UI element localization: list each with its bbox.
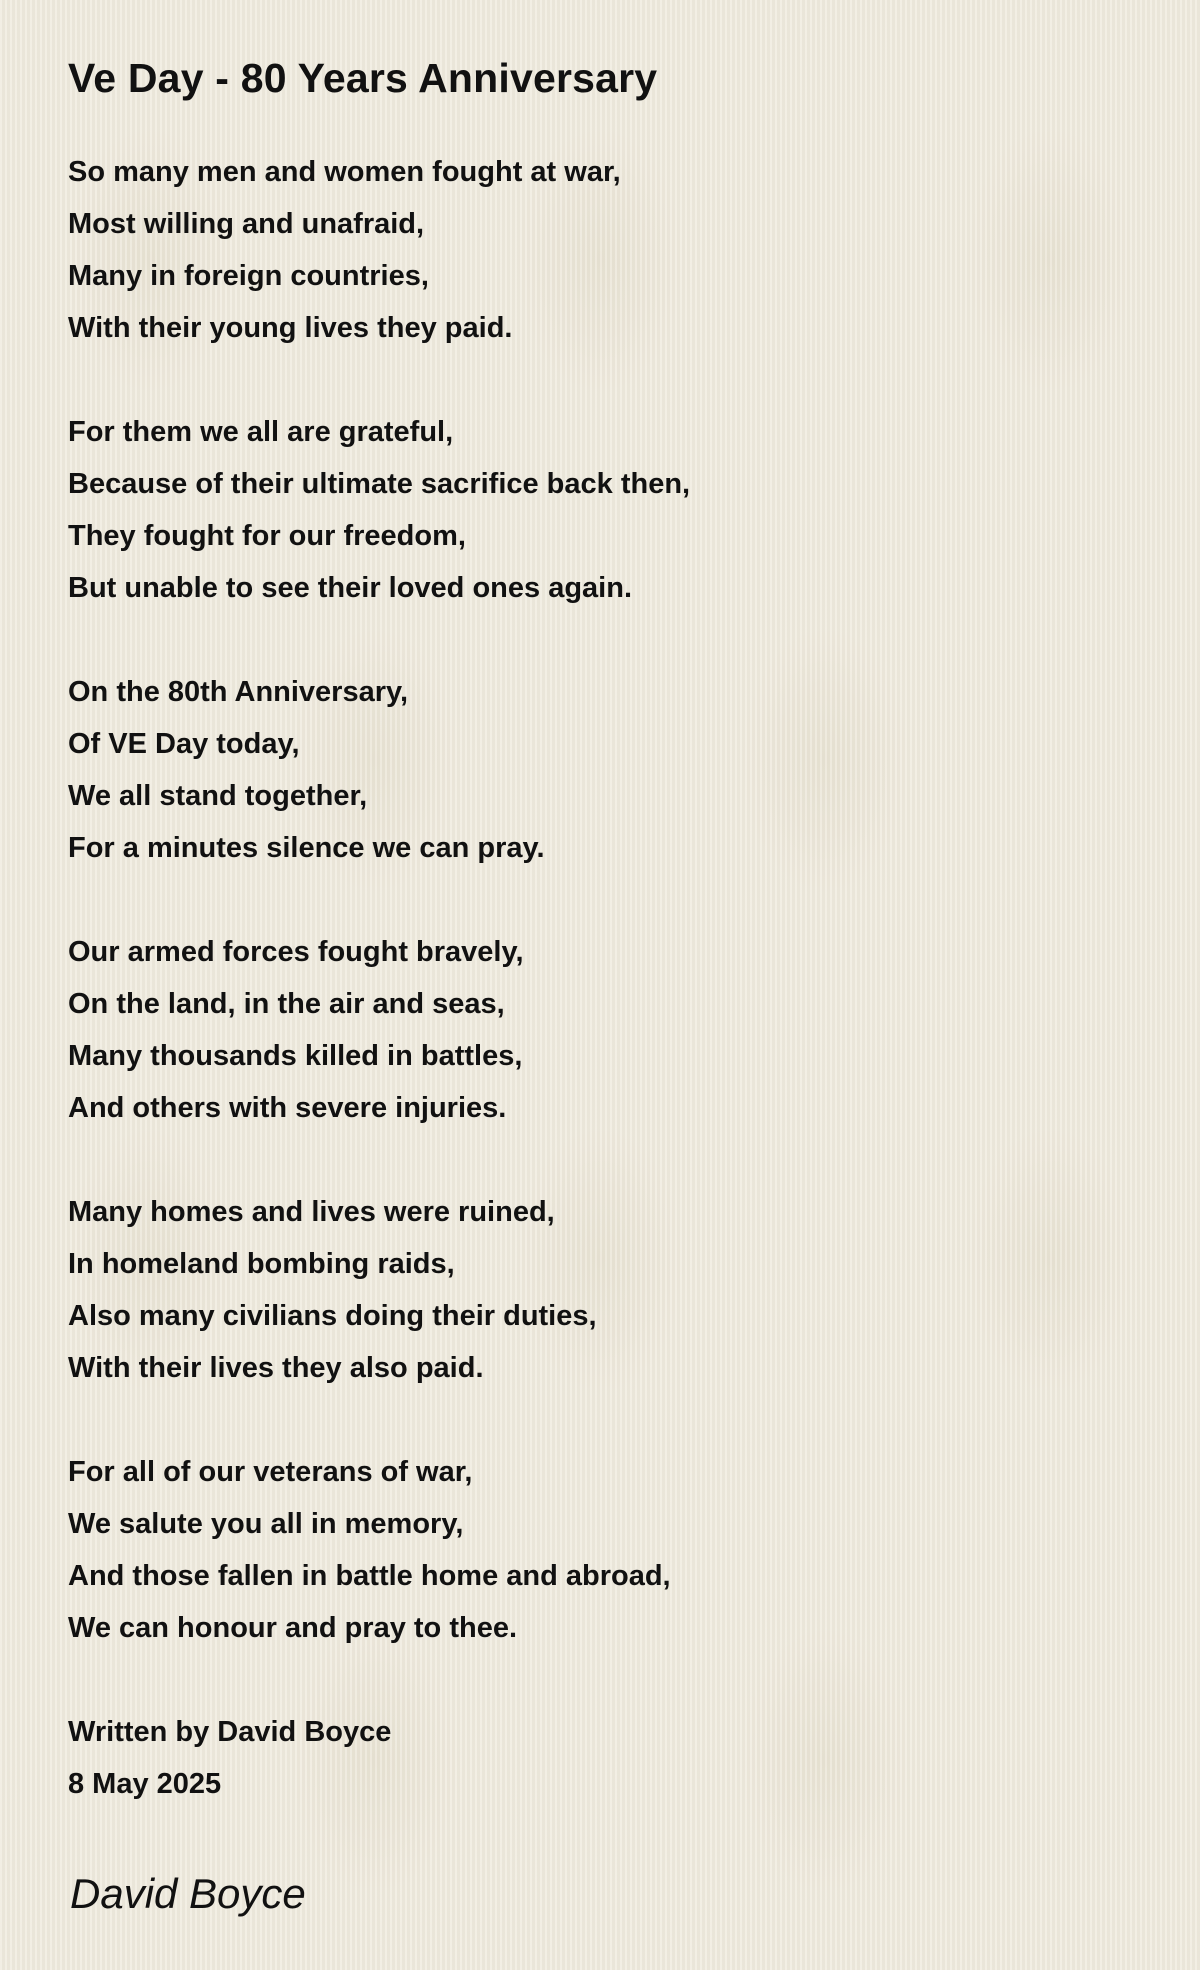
poem-page	[68, 48, 1128, 1862]
poem-line: And others with severe injuries.	[68, 1092, 507, 1124]
poem-line: For a minutes silence we can pray.	[68, 832, 545, 864]
poem-line: Many homes and lives were ruined,	[68, 1196, 555, 1228]
poem-line: We all stand together,	[68, 780, 368, 812]
poem-line: So many men and women fought at war,	[68, 156, 621, 188]
poem-line: Because of their ultimate sacrifice back then,	[68, 468, 691, 500]
author-signature: David Boyce	[70, 1870, 306, 1917]
stanza-6	[68, 1446, 1128, 1654]
stanza-2	[68, 406, 1128, 614]
poem-body	[68, 146, 1128, 1810]
poem-line: We salute you all in memory,	[68, 1508, 464, 1540]
poem-line: For them we all are grateful,	[68, 416, 454, 448]
stanza-5	[68, 1186, 1128, 1394]
stanza-1	[68, 146, 1128, 354]
poem-line: Of VE Day today,	[68, 728, 300, 760]
poem-line: Many thousands killed in battles,	[68, 1040, 523, 1072]
poem-line: On the land, in the air and seas,	[68, 988, 505, 1020]
poem-line: But unable to see their loved ones again.	[68, 572, 632, 604]
poem-line: With their young lives they paid.	[68, 312, 513, 344]
poem-title: Ve Day - 80 Years Anniversary	[68, 55, 658, 101]
poem-line: They fought for our freedom,	[68, 520, 466, 552]
poem-line: Also many civilians doing their duties,	[68, 1300, 597, 1332]
poem-line: On the 80th Anniversary,	[68, 676, 409, 708]
poem-line: Many in foreign countries,	[68, 260, 429, 292]
poem-signoff	[68, 1706, 1128, 1810]
poem-line: Our armed forces fought bravely,	[68, 936, 524, 968]
poem-line: In homeland bombing raids,	[68, 1248, 455, 1280]
poem-line: And those fallen in battle home and abroad,	[68, 1560, 671, 1592]
poem-line: We can honour and pray to thee.	[68, 1612, 518, 1644]
stanza-4	[68, 926, 1128, 1134]
stanza-3	[68, 666, 1128, 874]
written-by-line: Written by David Boyce	[68, 1716, 392, 1748]
poem-line: For all of our veterans of war,	[68, 1456, 473, 1488]
poem-line: Most willing and unafraid,	[68, 208, 425, 240]
poem-line: With their lives they also paid.	[68, 1352, 484, 1384]
poem-date: 8 May 2025	[68, 1768, 222, 1800]
